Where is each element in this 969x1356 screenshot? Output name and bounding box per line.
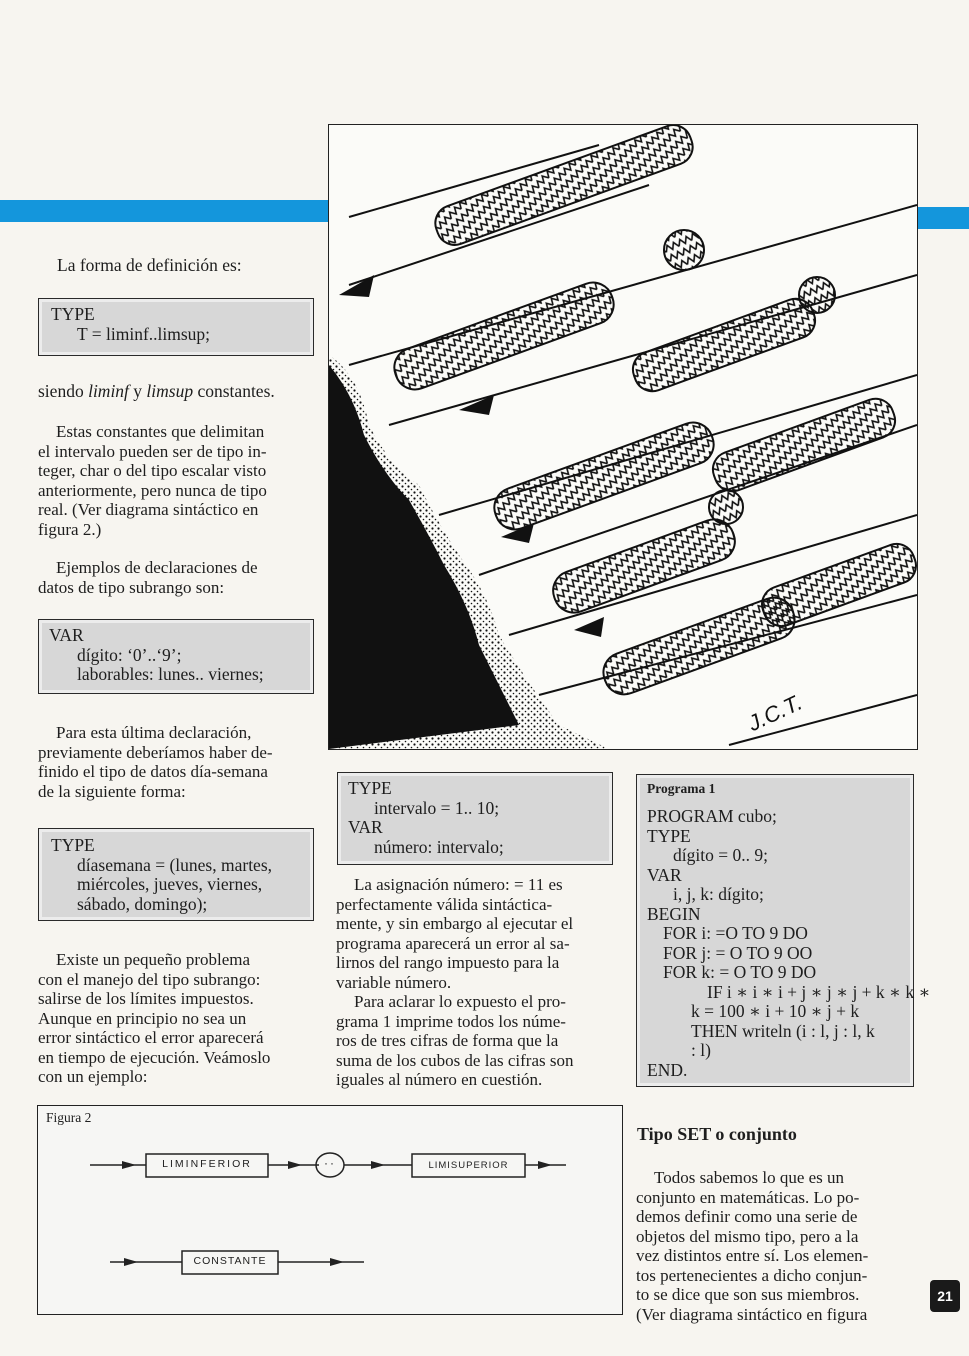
liminferior-box-label: LIMINFERIOR: [162, 1158, 252, 1170]
paragraph-problema: Existe un pequeño problema con el manejo del tipo subrango: salirse de los límites impuestos. Aunque en principio no sea un error sintáctico el error aparecerá en tiempo de ejecución. Veámoslo con un ejemplo:: [38, 950, 271, 1086]
programa-1-title: Programa 1: [647, 781, 716, 796]
svg-text:J.C.T.: J.C.T.: [743, 689, 806, 737]
programa-1-box: Programa 1 PROGRAM cubo; TYPE dígito = 0.. 9; VAR i, j, k: dígito; BEGIN FOR i: =O TO 9 DO FOR j: = O TO 9 OO FOR k: = O TO 9 DO IF i ∗ i ∗ i + j ∗ j ∗ j + k ∗ k ∗ k = 100 ∗ i + 10 ∗ j + k THEN writeln (i : l, j : l, k : l) END.: [636, 774, 914, 1087]
page-number: 21: [930, 1280, 960, 1312]
accent-bar-left: [0, 200, 328, 222]
pipes-illustration: [329, 125, 917, 749]
illustration-frame: [328, 124, 918, 750]
accent-bar-right: [918, 207, 969, 229]
figura-2-title: Figura 2: [46, 1110, 92, 1125]
paragraph-tipo-set: Todos sabemos lo que es un conjunto en matemáticas. Lo po- demos definir como una serie de objetos del mismo tipo, pero a la vez distintos entre sí. Los elemen- tos pertenecientes a dicho conjun- to se dice que son sus miembros. (Ver diagrama sintáctico en figura: [636, 1168, 869, 1324]
code-box-var-examples: VAR dígito: ‘0’..‘9’; laborables: lunes.. viernes;: [38, 619, 314, 694]
figura-2-syntax-diagram: [38, 1106, 622, 1314]
paragraph-aclarar: Para aclarar lo expuesto el pro- grama 1 imprime todos los núme- ros de tres cifras de forma que la suma de los cubos de las cifras son iguales al número en cuestión.: [336, 992, 574, 1089]
siendo-text: siendo liminf y limsup constantes.: [38, 381, 275, 401]
code-box-intervalo: TYPE intervalo = 1.. 10; VAR número: intervalo;: [337, 772, 613, 865]
limisuperior-box-label: LIMISUPERIOR: [428, 1160, 509, 1171]
intro-text: La forma de definición es:: [57, 255, 242, 275]
code-box-type-definition: TYPE T = liminf..limsup;: [38, 298, 314, 356]
dots-label: ··: [324, 1156, 336, 1170]
paragraph-asignacion: La asignación número: = 11 es perfectamente válida sintáctica- mente, y sin embargo al ejecutar el programa aparecerá un error al sa- lirnos del rango impuesto para la variable número.: [336, 875, 574, 992]
constante-box-label: CONSTANTE: [193, 1255, 267, 1267]
tipo-set-heading: Tipo SET o conjunto: [637, 1124, 797, 1144]
code-box-diasemana: TYPE díasemana = (lunes, martes, miércoles, jueves, viernes, sábado, domingo);: [38, 828, 314, 921]
paragraph-ejemplos: Ejemplos de declaraciones de datos de tipo subrango son:: [38, 558, 258, 597]
paragraph-ultima: Para esta última declaración, previamente deberíamos haber de- finido el tipo de datos día-semana de la siguiente forma:: [38, 723, 273, 801]
figura-2-box: [37, 1105, 623, 1315]
paragraph-constantes: Estas constantes que delimitan el intervalo pueden ser de tipo in- teger, char o del tipo escalar visto anteriormente, pero nunca de tipo real. (Ver diagrama sintáctico en figura 2.): [38, 422, 267, 539]
